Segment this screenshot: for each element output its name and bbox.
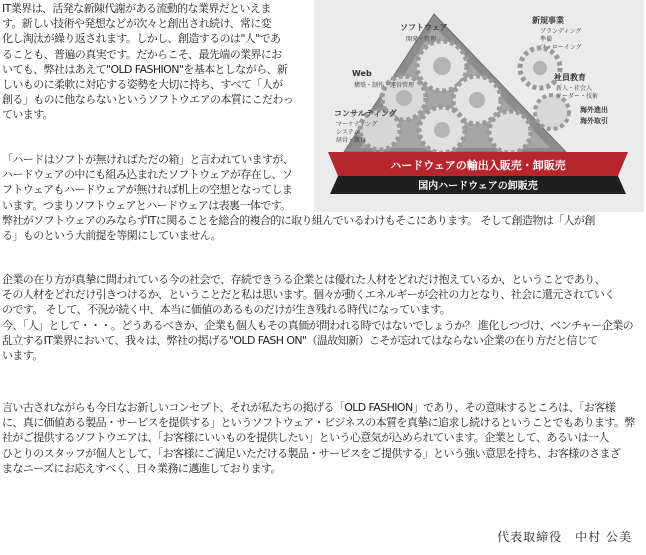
- text-line: ハードウェアの中にも組み込まれたソフトウェアが存在し、ソ: [2, 168, 293, 182]
- text-line: す。新しい技術や発想などが次々と創出され続け、常に変: [2, 17, 272, 31]
- text-line: 今、「人」として・・・。どうあるべきか、企業も個人もその真価が問われる時ではないでしょうか？ 進化しつづけ、ベンチャー企業の: [2, 318, 634, 332]
- label-overseas: 海外進出: [580, 106, 608, 114]
- intro-paragraph: [2, 1, 293, 123]
- text-line: まなニーズにお応えすべく、日々業務に邁進しております。: [2, 461, 281, 475]
- label-web-sub: 構築・制作・運営管理: [354, 82, 415, 89]
- gear-icon: [520, 48, 560, 88]
- label-software-sub: 開発・管理: [406, 36, 437, 43]
- signature: 代表取締役 中村 公美: [497, 530, 632, 544]
- text-line: 企業の在り方が真摯に問われている今の社会で、存続できうる企業とは優れた人材をどれだけ抱えているか、ということであり、: [2, 273, 605, 286]
- text-line: る」ものという大前提を等閑にしていません。: [2, 229, 222, 243]
- text-line: しいものに柔軟に対応する姿勢を大切に持ち、すべて「人が: [2, 78, 283, 92]
- label-education: 社員教育: [554, 73, 586, 82]
- label-new-business: 新規事業: [532, 16, 564, 25]
- label-consulting: コンサルティング: [334, 109, 397, 118]
- label-education-sub: 新人・社会人: [556, 85, 593, 92]
- text-line: います。つまりソフトウェアとハードウェアは表裏一体です。: [2, 198, 291, 212]
- text-line: いても、弊社はあえて"OLD FASHION"を基本としながら、新: [2, 62, 288, 76]
- label-software: ソフトウェア: [400, 23, 448, 32]
- text-line: その人材をどれだけ引きつけるか、ということだと私は思います。個々が動くエネルギーが会社の力となり、社会に還元されていく: [2, 288, 615, 302]
- text-line: のです。 そして、不況が続く中、本当に価値のあるものだけが生き残れる時代になっています。: [2, 303, 451, 317]
- label-new-business-sub: ブランディング: [540, 28, 582, 35]
- banner-text-domestic: 国内ハードウェアの卸販売: [418, 181, 538, 192]
- label-consulting-sub: 経営・教育: [336, 137, 367, 144]
- text-line: 言い古されながらも今日なお新しいコンセプト、それが私たちの掲げる「OLD FASHION」であり、その意味するところは、「お客様: [2, 401, 616, 414]
- label-consulting-sub: システム: [336, 129, 360, 136]
- text-line: ています。: [2, 108, 54, 122]
- text-line: IT業界は、活発な新陳代謝がある流動的な業界だといえま: [2, 2, 271, 15]
- text-line: フトウェアもハードウェアが無ければ机上の空想となってしま: [2, 183, 293, 197]
- text-line: に、真に価値ある製品・サービスを提供する」というソフトウェア・ビジネスの本質を真摯に追求し続けるということでもあります。弊: [2, 416, 635, 430]
- label-consulting-sub: マーケティング: [336, 121, 378, 128]
- gear-icon: [535, 95, 569, 129]
- closing-paragraph: [2, 400, 635, 476]
- business-diagram: [314, 0, 644, 212]
- text-line: います。: [2, 349, 43, 363]
- label-new-business-sub: 準備: [540, 36, 553, 43]
- gear-icon: [489, 111, 531, 153]
- text-line: ひとりのスタッフが個人として、「お客様にご満足いただける製品・サービスをご提供する」という強い意思を持ち、お客様のさまざ: [2, 446, 621, 460]
- gear-icon: [419, 107, 465, 153]
- text-line: 弊社がソフトウェアのみならずITに関ることを総合的複合的に取り組んでいるわけもそこにあります。 そして創造物は「人が創: [2, 213, 595, 227]
- text-line: 創る」ものに他ならないというソフトウエアの本質にこだわっ: [2, 93, 294, 107]
- text-line: 化し淘汰が繰り返されます。しかし、創造するのは"人"であ: [2, 32, 281, 46]
- diagram-svg: [314, 0, 644, 212]
- text-line: 「ハードはソフトが無ければただの箱」と言われていますが、: [2, 153, 294, 166]
- banner-text-export: ハードウェアの輸出入販売・卸販売: [390, 159, 566, 172]
- label-overseas-sub: 海外取引: [580, 117, 608, 125]
- text-line: 社がご提供するソフトウエアは、「お客様にいいものを提供したい」という心意気が込められています。企業として、あるいは一人: [2, 431, 609, 445]
- label-web: Web: [352, 69, 372, 78]
- text-line: ることも、普遍の真実です。だからこそ、最先端の業界にお: [2, 47, 282, 61]
- text-line: 乱立するIT業界において、我々は、弊社の掲げる"OLD FASH ON"（温故知新）こそが忘れてはならない企業の在り方だと信じて: [2, 333, 598, 347]
- label-new-business-sub: フォローイング: [540, 44, 582, 51]
- label-education-sub: リーダー・技術: [556, 93, 599, 100]
- company-paragraph: [2, 272, 633, 363]
